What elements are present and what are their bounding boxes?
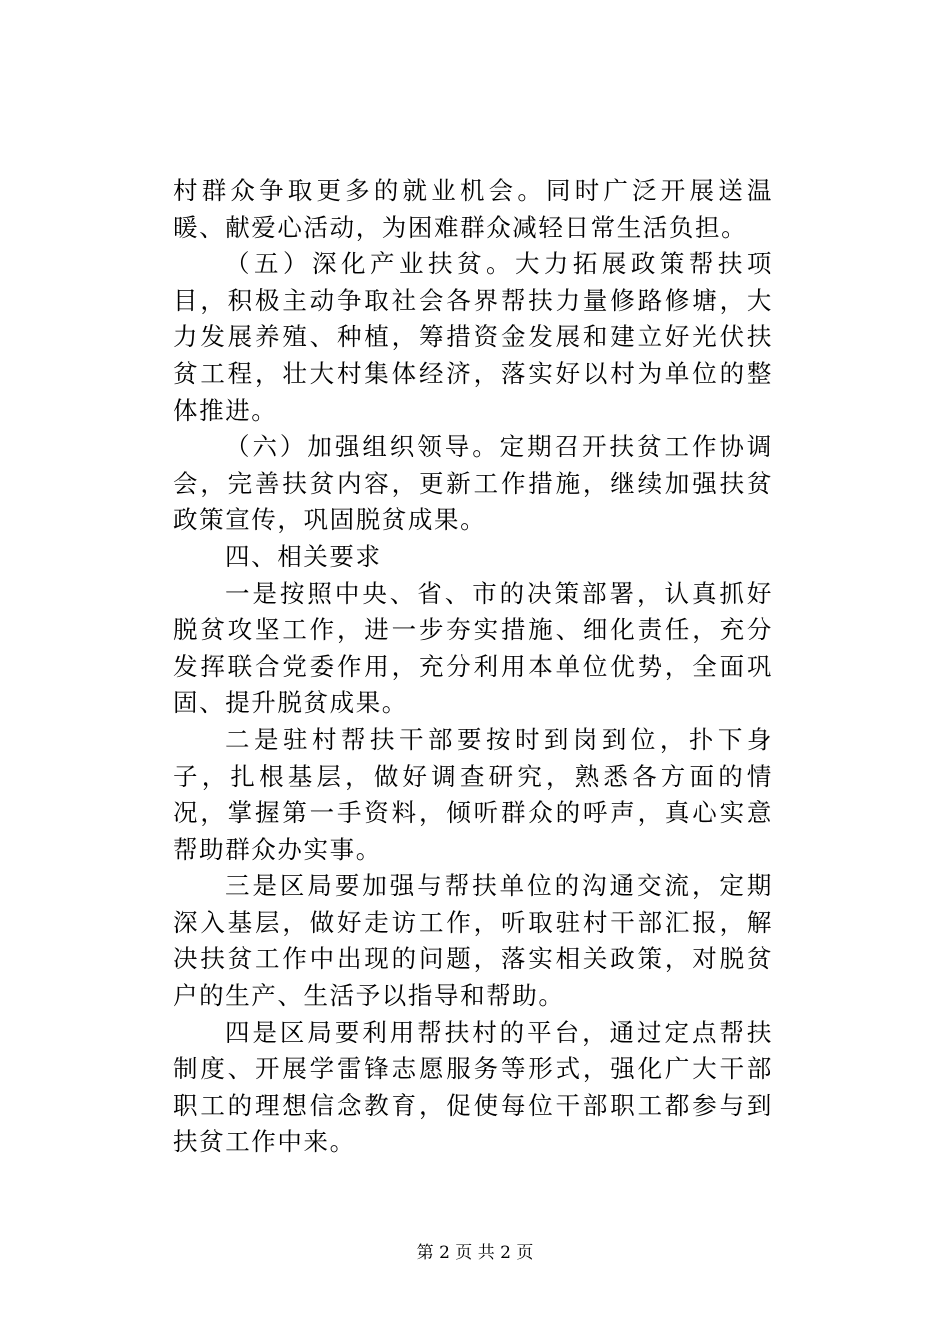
paragraph-requirement-1: 一是按照中央、省、市的决策部署，认真抓好脱贫攻坚工作，进一步夯实措施、细化责任，充分发挥联合党委作用，充分利用本单位优势，全面巩固、提升脱贫成果。 <box>173 578 773 718</box>
paragraph-industry-poverty-alleviation: （五）深化产业扶贫。大力拓展政策帮扶项目，积极主动争取社会各界帮扶力量修路修塘，大力发展养殖、种植，筹措资金发展和建立好光伏扶贫工程，壮大村集体经济，落实好以村为单位的整体推进。 <box>173 249 773 425</box>
paragraph-organization-leadership: （六）加强组织领导。定期召开扶贫工作协调会，完善扶贫内容，更新工作措施，继续加强扶贫政策宣传，巩固脱贫成果。 <box>173 432 773 535</box>
paragraph-requirement-2: 二是驻村帮扶干部要按时到岗到位，扑下身子，扎根基层，做好调查研究，熟悉各方面的情况，掌握第一手资料，倾听群众的呼声，真心实意帮助群众办实事。 <box>173 724 773 864</box>
paragraph-continuation: 村群众争取更多的就业机会。同时广泛开展送温暖、献爱心活动，为困难群众减轻日常生活负担。 <box>173 176 773 242</box>
page-number-label: 第 2 页 共 2 页 <box>416 1243 534 1263</box>
section-heading-requirements: 四、相关要求 <box>225 541 382 571</box>
document-body <box>173 173 773 1161</box>
paragraph-requirement-3: 三是区局要加强与帮扶单位的沟通交流，定期深入基层，做好走访工作，听取驻村干部汇报，解决扶贫工作中出现的问题，落实相关政策，对脱贫户的生产、生活予以指导和帮助。 <box>173 871 773 1011</box>
paragraph-requirement-4: 四是区局要利用帮扶村的平台，通过定点帮扶制度、开展学雷锋志愿服务等形式，强化广大干部职工的理想信念教育，促使每位干部职工都参与到扶贫工作中来。 <box>173 1017 773 1157</box>
page-footer <box>0 1243 950 1263</box>
